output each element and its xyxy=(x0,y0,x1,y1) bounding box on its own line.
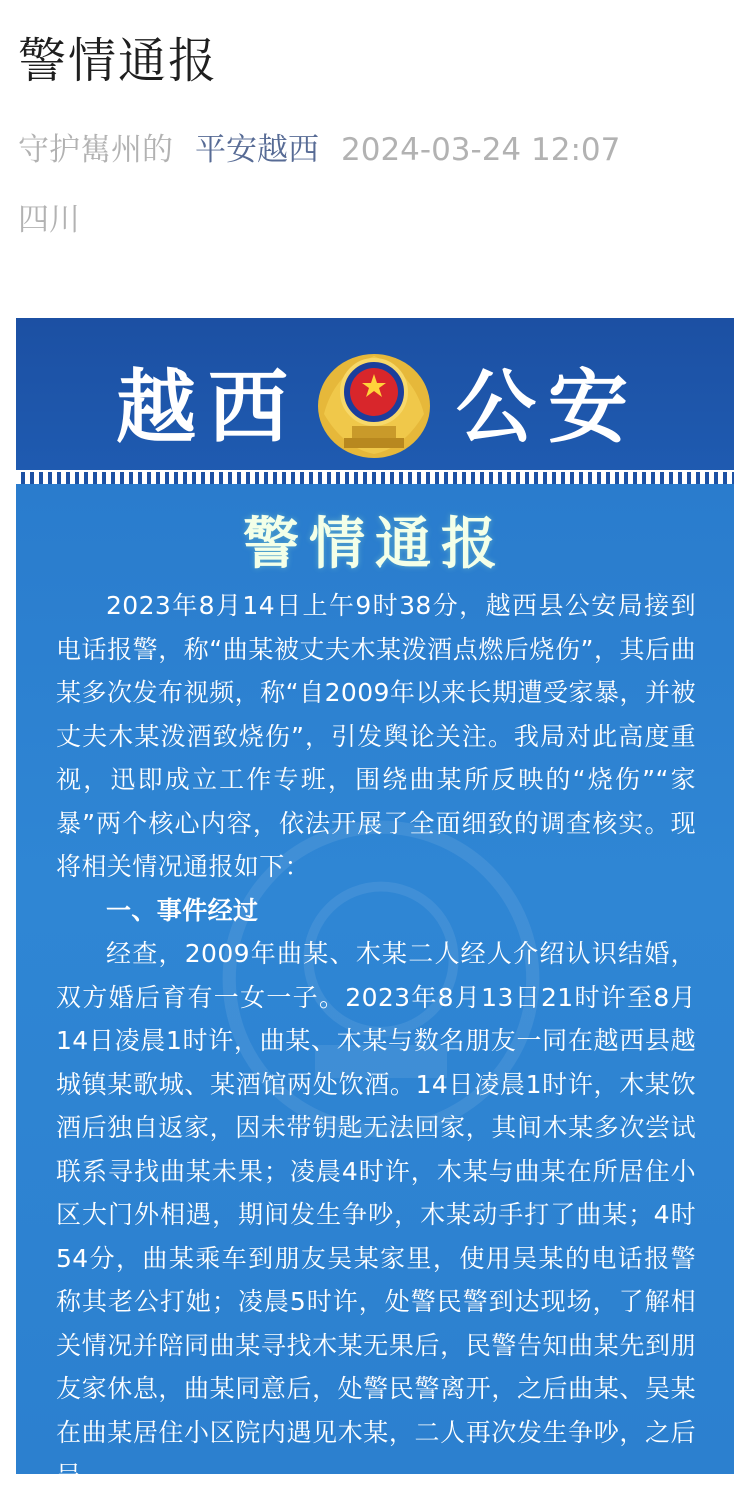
article-meta xyxy=(18,128,620,172)
poster-banner xyxy=(16,318,734,474)
article-title: 警情通报 xyxy=(18,33,219,89)
notice-paragraph: 2023年8月14日上午9时38分，越西县公安局接到电话报警，称“曲某被丈夫木某泼酒点燃后烧伤”，其后曲某多次发布视频，称“自2009年以来长期遭受家暴，并被丈夫木某泼酒致烧伤”，引发舆论关注。我局对此高度重视，迅即成立工作专班，围绕曲某所反映的“烧伤”“家暴”两个核心内容，依法开展了全面细致的调查核实。现将相关情况通报如下： xyxy=(56,591,696,881)
account-link[interactable]: 平安越西 xyxy=(195,132,319,168)
brand-text-right: 公安 xyxy=(456,361,640,454)
section-heading: 一、事件经过 xyxy=(106,895,259,925)
police-emblem-icon xyxy=(314,344,434,462)
publish-location: 四川 xyxy=(18,202,80,238)
notice-poster-image[interactable] xyxy=(16,318,734,1490)
notice-title: 警情通报 xyxy=(243,512,507,577)
notice-content xyxy=(56,584,696,1498)
notice-paragraph: 经查，2009年曲某、木某二人经人介绍认识结婚，双方婚后育有一女一子。2023年8月13日21时许至8月14日凌晨1时许，曲某、木某与数名朋友一同在越西县越城镇某歌城、某酒馆两处饮酒。14日凌晨1时许，木某饮酒后独自返家，因未带钥匙无法回家，其间木某多次尝试联系寻找曲某未果；凌晨4时许，木某与曲某在所居住小区大门外相遇，期间发生争吵，木某动手打了曲某；4时54分，曲某乘车到朋友吴某家里，使用吴某的电话报警称其老公打她；凌晨5时许，处警民警到达现场，了解相关情况并陪同曲某寻找木某无果后，民警告知曲某先到朋友家休息，曲某同意后，处警民警离开，之后曲某、吴某在曲某居住小区院内遇见木某，二人再次发生争吵，之后吴 xyxy=(56,939,696,1490)
brand-text-left: 越西 xyxy=(116,361,300,454)
notice-body xyxy=(16,484,734,1490)
publish-datetime: 2024-03-24 12:07 xyxy=(341,132,621,168)
author-name: 守护嶲州的 xyxy=(18,132,173,168)
